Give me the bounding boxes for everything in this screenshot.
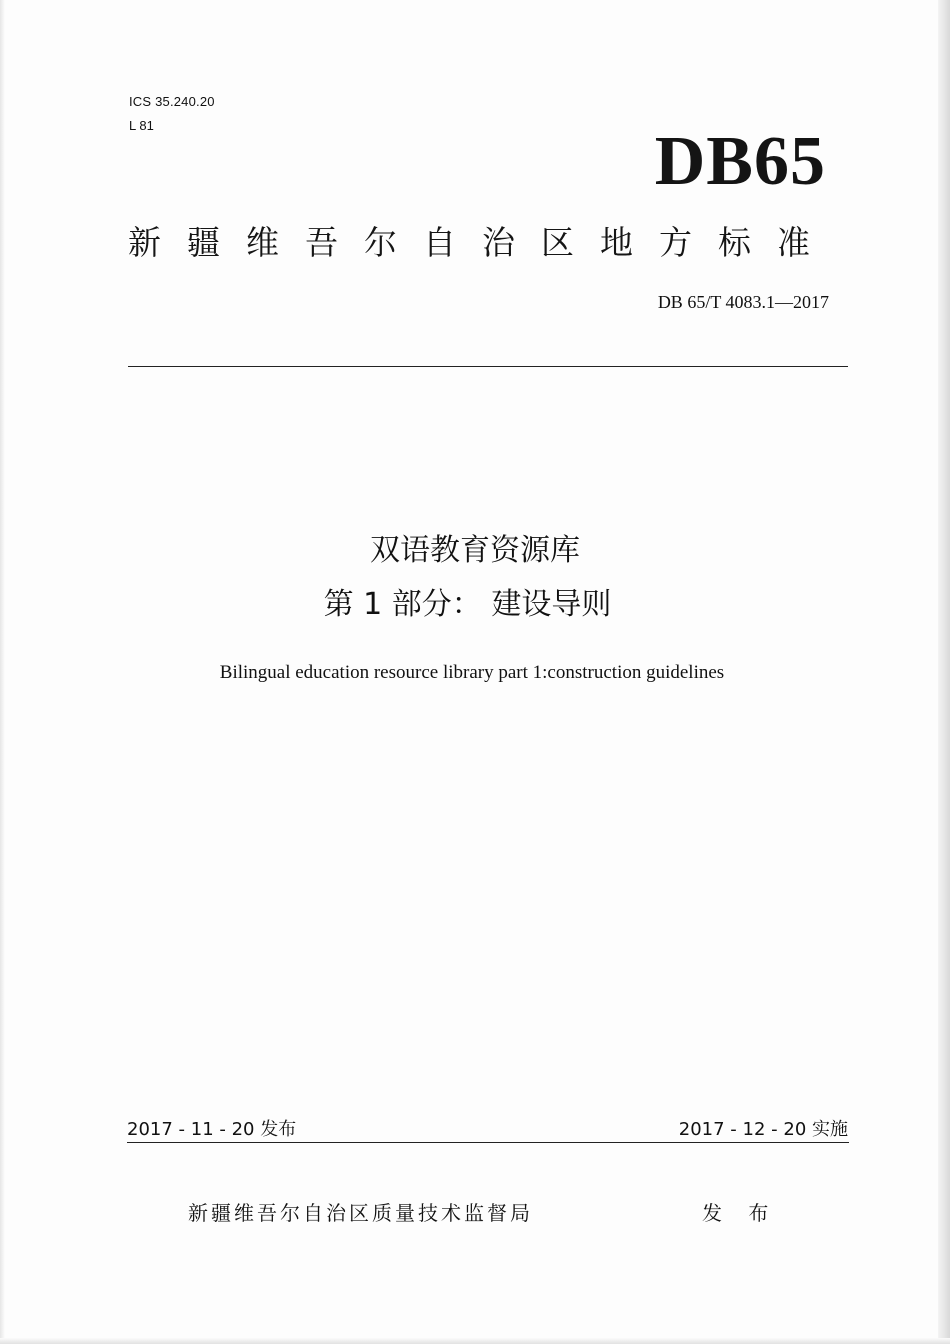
ccs-code: L 81 <box>129 118 154 133</box>
ics-code: ICS 35.240.20 <box>129 94 215 109</box>
scan-edge-bottom <box>0 1338 950 1344</box>
document-title-cn-line-1: 双语教育资源库 <box>370 533 580 568</box>
document-title-en: Bilingual education resource library part 1:construction guidelines <box>219 662 725 683</box>
publisher-name: 新疆维吾尔自治区质量技术监督局 <box>188 1201 533 1225</box>
publish-label: 发 布 <box>702 1201 779 1225</box>
standard-number: DB 65/T 4083.1—2017 <box>657 292 829 312</box>
standard-category-title: 新疆维吾尔自治区地方标准 <box>128 223 836 262</box>
top-divider <box>128 366 848 367</box>
issue-date: 2017 - 11 - 20 发布 <box>127 1119 297 1140</box>
implementation-date: 2017 - 12 - 20 实施 <box>678 1119 848 1140</box>
bottom-divider <box>127 1142 849 1143</box>
document-title-cn-line-2: 第 1 部分： 建设导则 <box>323 587 612 622</box>
db65-logo: DB65 <box>654 123 826 200</box>
